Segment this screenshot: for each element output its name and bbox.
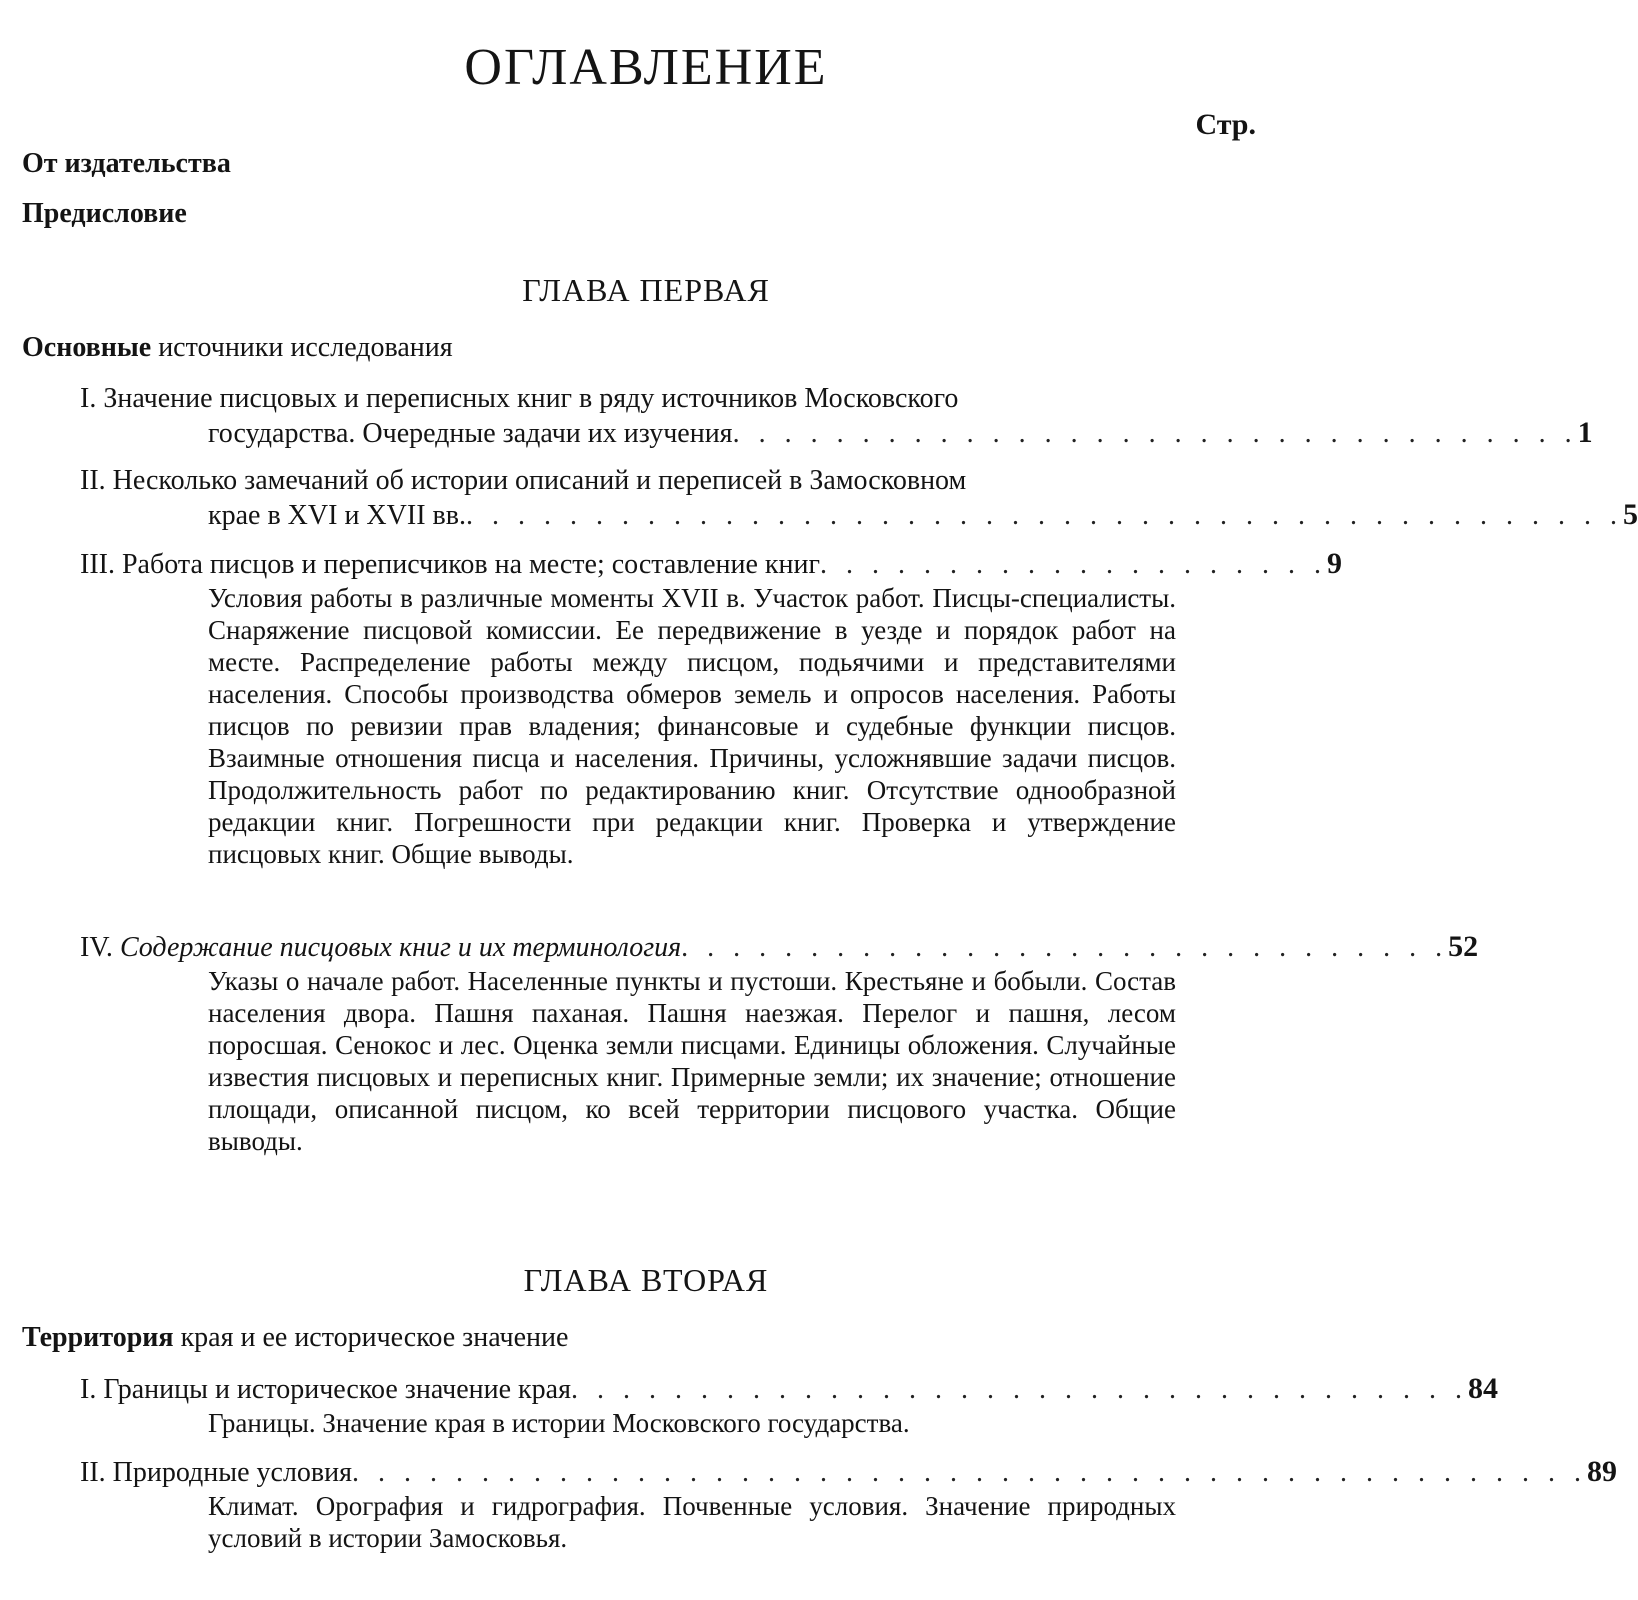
entry-title: Границы и историческое значение края [103,1374,571,1405]
part-title-bold: Основные [22,332,152,363]
toc-entry[interactable] [80,547,1342,870]
page-number: 52 [1448,930,1479,963]
toc-entry[interactable] [80,382,1593,451]
entry-title-line2: государства. Очередные задачи их изучения [208,418,733,449]
chapter-heading: ГЛАВА ВТОРАЯ [523,1262,769,1298]
entry-title: Природные условия [112,1457,353,1488]
entry-number: I. [80,383,104,414]
part-title-bold: Территория [22,1322,174,1353]
entry-summary: Условия работы в различные моменты XVII в. Участок работ. Писцы-специалисты. Снаряжение писцовой комиссии. Ее передвижение в уезде и порядок работ на месте. Распределение работы между писцом, подьячими и представителями населения. Способы производства обмеров земель и опросов населения. Работы писцов по ревизии прав владения; финансовые и судебные функции писцов. Взаимные отношения писца и населения. Причины, усложнявшие задачи писцов. Продолжительность работ по редактированию книг. Отсутствие однообразной редакции книг. Погрешности при редакции книг. Проверка и утверждение писцовых книг. Общие выводы. [208,583,1176,869]
entry-title-line1: Значение писцовых и переписных книг в ряду источников Московского [103,383,959,414]
entry-number: II. [80,465,113,496]
page-number: 9 [1327,547,1342,580]
entry-number: I. [80,1374,104,1405]
front-matter-preface: Предисловие [22,198,187,229]
page-number: 84 [1467,1372,1498,1405]
page-title: ОГЛАВЛЕНИЕ [464,39,828,96]
page-number: 89 [1587,1455,1618,1488]
entry-number: II. [80,1457,113,1488]
toc-entry[interactable] [80,930,1479,1157]
entry-summary: Границы. Значение края в истории Московского государства. [208,1408,910,1438]
page-number: 5 [1622,498,1638,531]
part-title-rest: источники исследования [151,332,453,363]
entry-title: Работа писцов и переписчиков на месте; составление книг [121,549,820,580]
leader-dots: . . . . . . . . . . . . . . . . . . . . . . . . . . . . . . . . . . . . . . . . . . . . . . . . [352,1457,1588,1488]
entry-summary: Климат. Орография и гидрография. Почвенные условия. Значение природных условий в истории Замосковья. [208,1491,1176,1553]
entry-number: IV. [80,932,120,963]
entry-title-line1: Несколько замечаний об истории описаний и переписей в Замосковном [112,465,967,496]
leader-dots: . . . . . . . . . . . . . . . . . . . . . . . . . . . . . . . . . . . [570,1374,1468,1405]
leader-dots: . . . . . . . . . . . . . . . . . . . . . . . . . . . . . . [681,932,1449,963]
part-title [22,1322,568,1354]
entry-title-line2: крае в XVI и XVII вв. [208,500,466,531]
leader-dots: . . . . . . . . . . . . . . . . . . . . . . . . . . . . . . . . . [732,418,1578,449]
entry-summary: Указы о начале работ. Населенные пункты и пустоши. Крестьяне и бобыли. Состав населения двора. Пашня паханая. Пашня наезжая. Перелог и пашня, лесом поросшая. Сенокос и лес. Оценка земли писцами. Единицы обложения. Случайные известия писцовых и переписных книг. Примерные земли; их значение; отношение площади, описанной писцом, ко всей территории писцового участка. Общие выводы. [208,966,1176,1156]
part-title [22,332,453,364]
toc-entry[interactable] [80,1372,1498,1439]
leader-dots: . . . . . . . . . . . . . . . . . . . . . . . . . . . . . . . . . . . . . . . . . . . . . [465,500,1623,531]
leader-dots: . . . . . . . . . . . . . . . . . . . . [820,549,1327,580]
toc-entry[interactable] [80,1455,1618,1554]
front-matter-publisher: От издательства [22,148,231,179]
toc-entry[interactable] [80,464,1638,533]
entry-number: III. [80,549,122,580]
page-number: 1 [1577,416,1593,449]
part-title-rest: края и ее историческое значение [173,1322,569,1353]
entry-title: Содержание писцовых книг и их терминология [119,932,682,963]
page-column-label: Стр. [1195,108,1256,141]
chapter-heading: ГЛАВА ПЕРВАЯ [522,272,770,308]
